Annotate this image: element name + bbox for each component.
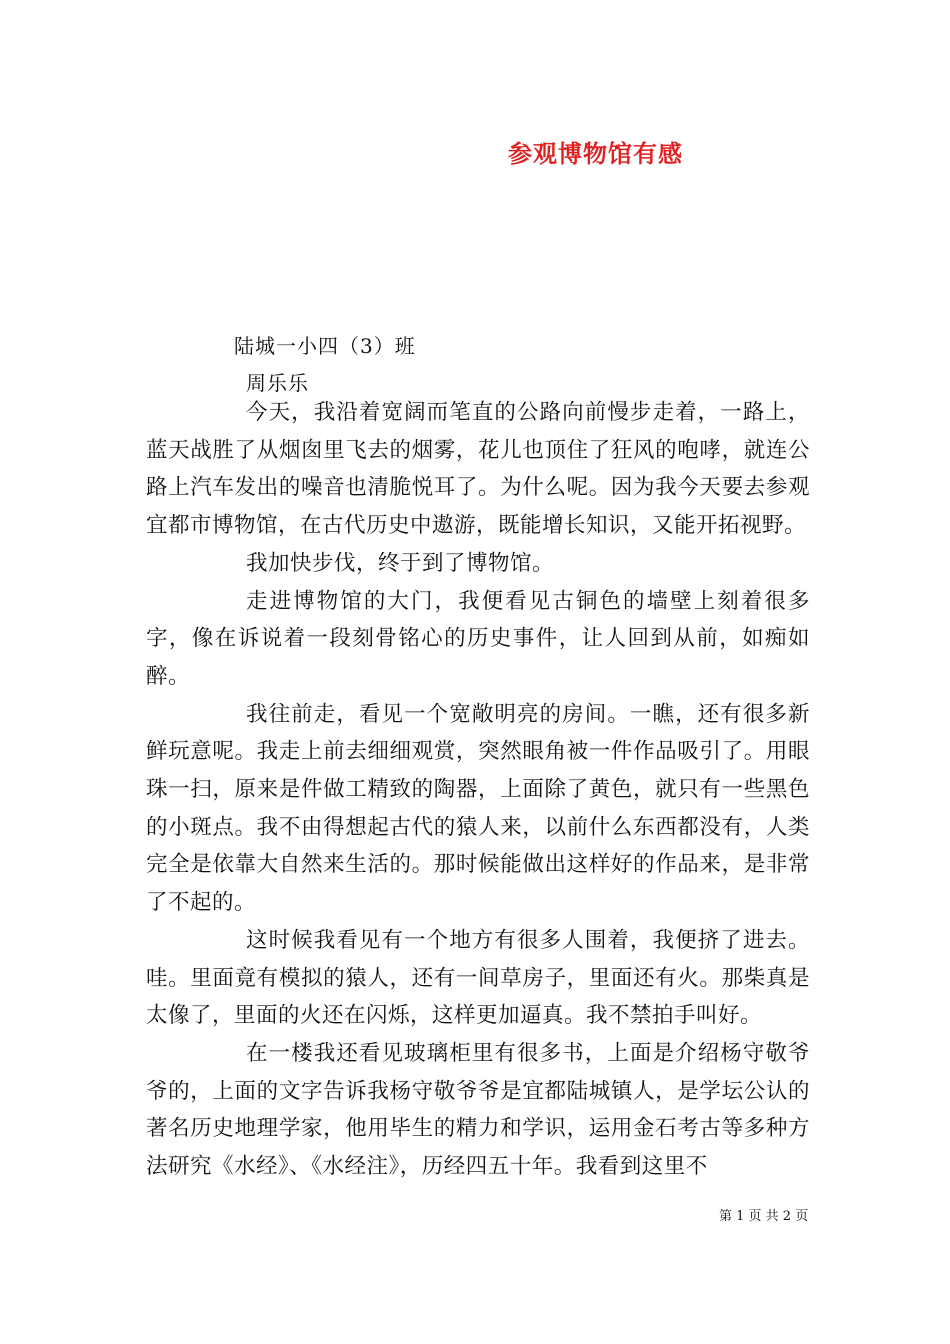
paragraph: 今天，我沿着宽阔而笔直的公路向前慢步走着，一路上，蓝天战胜了从烟囱里飞去的烟雾，花儿也顶住了狂风的咆哮，就连公路上汽车发出的噪音也清脆悦耳了。为什么呢。因为我今天要去参观宜都市博物馆，在古代历史中遨游，既能增长知识，又能开拓视野。	[146, 400, 810, 539]
school-class: 陆城一小四（3）班	[234, 334, 416, 358]
page-number-footer: 第 1 页 共 2 页	[719, 1209, 809, 1224]
paragraph: 我加快步伐，终于到了博物馆。	[246, 550, 555, 576]
paragraph: 在一楼我还看见玻璃柜里有很多书，上面是介绍杨守敬爷爷的，上面的文字告诉我杨守敬爷爷是宜都陆城镇人，是学坛公认的著名历史地理学家，他用毕生的精力和学识，运用金石考古等多种方法研究《水经》、《水经注》，历经四五十年。我看到这里不	[146, 1040, 810, 1180]
paragraph: 这时候我看见有一个地方有很多人围着，我便挤了进去。哇。里面竟有模拟的猿人，还有一间草房子，里面还有火。那柴真是太像了，里面的火还在闪烁，这样更加逼真。我不禁拍手叫好。	[146, 927, 810, 1029]
author-name: 周乐乐	[246, 371, 309, 395]
paragraph: 我往前走，看见一个宽敞明亮的房间。一瞧，还有很多新鲜玩意呢。我走上前去细细观赏，突然眼角被一件作品吸引了。用眼珠一扫，原来是件做工精致的陶器，上面除了黄色，就只有一些黑色的小斑点。我不由得想起古代的猿人来，以前什么东西都没有，人类完全是依靠大自然来生活的。那时候能做出这样好的作品来，是非常了不起的。	[146, 701, 810, 916]
document-title: 参观博物馆有感	[508, 139, 683, 168]
article-body	[146, 394, 810, 1186]
paragraph: 走进博物馆的大门，我便看见古铜色的墙壁上刻着很多字，像在诉说着一段刻骨铭心的历史事件，让人回到从前，如痴如醉。	[146, 588, 810, 689]
